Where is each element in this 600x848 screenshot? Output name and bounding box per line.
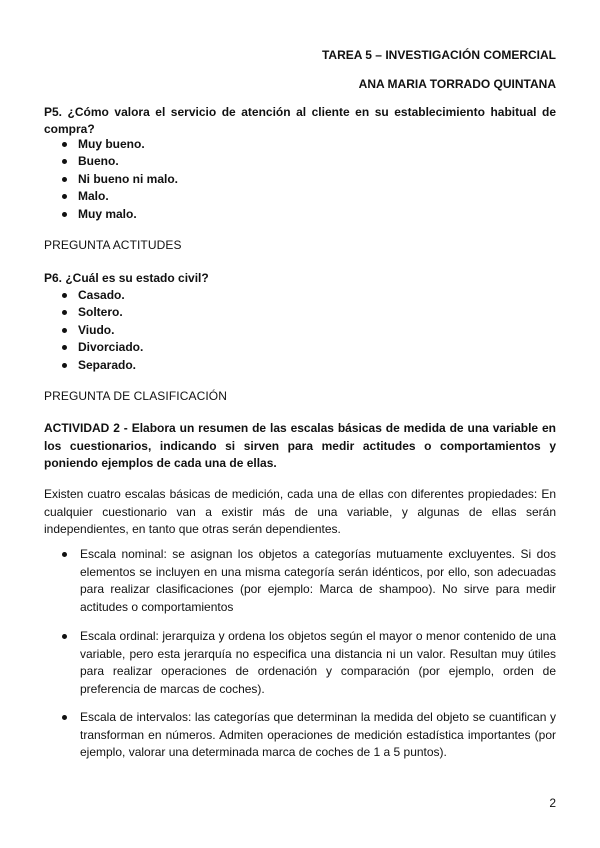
bullet-icon bbox=[62, 363, 67, 368]
bullet-icon bbox=[62, 293, 67, 298]
list-item: Bueno. bbox=[62, 153, 178, 170]
document-title: TAREA 5 – INVESTIGACIÓN COMERCIAL bbox=[321, 48, 556, 62]
section-label-attitudes: PREGUNTA ACTITUDES bbox=[44, 238, 182, 252]
list-item: Soltero. bbox=[62, 304, 143, 321]
activity-heading: ACTIVIDAD 2 - Elabora un resumen de las escalas básicas de medida de una variable en los cuestionarios, indicando si sirven para medir actitudes o comportamientos y poniendo ejemplos de cada una de ellas. bbox=[44, 421, 556, 470]
list-item: Divorciado. bbox=[62, 339, 143, 356]
bullet-icon bbox=[62, 159, 67, 164]
scale-nominal: Escala nominal: se asignan los objetos a categorías mutuamente excluyentes. Si dos elementos se incluyen en una misma categoría serán idénticos, por ello, son adecuadas para realizar clasificaciones (por ejemplo: Marca de shampoo). No sirve para medir actitudes o comportamientos bbox=[80, 547, 556, 614]
bullet-icon bbox=[62, 310, 67, 315]
bullet-icon bbox=[62, 212, 67, 217]
bullet-icon bbox=[62, 715, 67, 720]
intro-paragraph: Existen cuatro escalas básicas de medición, cada una de ellas con diferentes propiedades: En cualquier cuestionario van a existir más de una variable, y algunas de ellas serán independientes, en tanto que otras serán dependientes. bbox=[44, 487, 556, 536]
list-item: Ni bueno ni malo. bbox=[62, 171, 178, 188]
question-p5: P5. ¿Cómo valora el servicio de atención al cliente en su establecimiento habitual de compra? bbox=[44, 105, 556, 136]
list-item: Viudo. bbox=[62, 322, 143, 339]
bullet-icon bbox=[62, 328, 67, 333]
bullet-icon bbox=[62, 142, 67, 147]
list-item: Muy malo. bbox=[62, 206, 178, 223]
bullet-icon bbox=[62, 194, 67, 199]
section-label-classification: PREGUNTA DE CLASIFICACIÓN bbox=[44, 389, 227, 403]
list-item: Muy bueno. bbox=[62, 136, 178, 153]
list-item: Malo. bbox=[62, 188, 178, 205]
list-item: Separado. bbox=[62, 357, 143, 374]
list-item: Casado. bbox=[62, 287, 143, 304]
scale-ordinal: Escala ordinal: jerarquiza y ordena los objetos según el mayor o menor contenido de una variable, pero esta jerarquía no especifica una distancia ni un valor. Resultan muy útiles para realizar operaciones de ordenación y comparación (por ejemplo, orden de preferencia de marcas de coches). bbox=[80, 629, 556, 696]
p6-options bbox=[62, 287, 143, 374]
scale-intervals: Escala de intervalos: las categorías que determinan la medida del objeto se cuantifican y transforman en números. Admiten operaciones de medición estadística importantes (por ejemplo, valorar una determinada marca de coches de 1 a 5 puntos). bbox=[80, 710, 556, 759]
author-name: ANA MARIA TORRADO QUINTANA bbox=[358, 77, 556, 91]
page-number: 2 bbox=[549, 796, 556, 810]
bullet-icon bbox=[62, 552, 67, 557]
bullet-icon bbox=[62, 177, 67, 182]
bullet-icon bbox=[62, 634, 67, 639]
bullet-icon bbox=[62, 345, 67, 350]
question-p6: P6. ¿Cuál es su estado civil? bbox=[44, 271, 209, 285]
p5-options bbox=[62, 136, 178, 223]
